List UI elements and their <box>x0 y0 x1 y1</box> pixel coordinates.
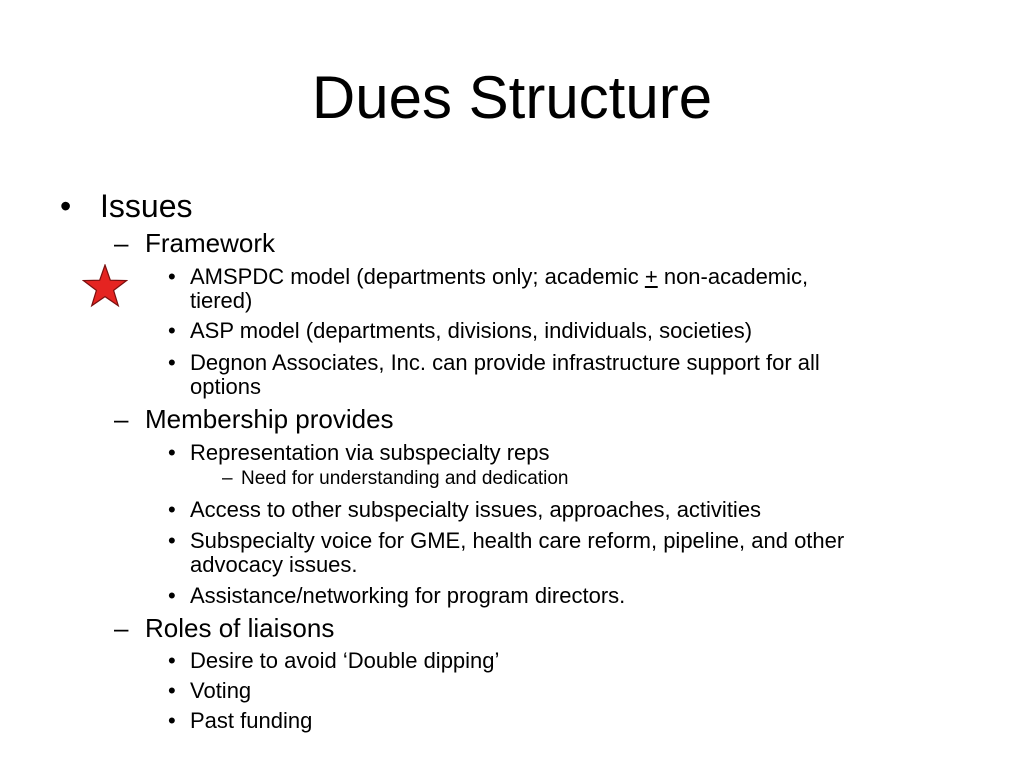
bullet-dot-icon: • <box>60 188 72 224</box>
bullet-dot-icon: • <box>168 528 176 553</box>
issues-heading: Issues <box>100 188 193 224</box>
roles-heading: Roles of liaisons <box>145 613 335 643</box>
bullet-dot-icon: • <box>168 440 176 465</box>
framework-heading: Framework <box>145 228 276 258</box>
voting-item: Voting <box>190 678 252 703</box>
bullet-dot-icon: • <box>168 648 176 673</box>
bullet-dot-icon: • <box>168 678 176 703</box>
degnon-item: Degnon Associates, Inc. can provide infrastructure support for all <box>190 350 820 375</box>
degnon-item-cont: options <box>190 374 261 399</box>
representation-item: Representation via subspecialty reps <box>190 440 550 465</box>
slide-title: Dues Structure <box>311 64 713 131</box>
bullet-dash-icon: – <box>114 404 129 434</box>
access-item: Access to other subspecialty issues, approaches, activities <box>190 497 762 522</box>
bullet-dot-icon: • <box>168 583 176 608</box>
bullet-dash-icon: – <box>222 468 233 489</box>
bullet-dash-icon: – <box>114 228 129 258</box>
bullet-dot-icon: • <box>168 318 176 343</box>
past-funding-item: Past funding <box>190 708 313 733</box>
bullet-dot-icon: • <box>168 264 176 289</box>
assistance-item: Assistance/networking for program directors. <box>190 583 626 608</box>
bullet-dash-icon: – <box>114 613 129 643</box>
red-star-icon <box>82 264 128 308</box>
amspdc-model-item: AMSPDC model (departments only; academic + non-academic, <box>190 264 809 289</box>
amspdc-model-item-cont: tiered) <box>190 288 253 313</box>
bullet-dot-icon: • <box>168 350 176 375</box>
membership-heading: Membership provides <box>145 404 394 434</box>
voice-item: Subspecialty voice for GME, health care reform, pipeline, and other <box>190 528 845 553</box>
asp-model-item: ASP model (departments, divisions, individuals, societies) <box>190 318 753 343</box>
voice-item-cont: advocacy issues. <box>190 552 358 577</box>
double-dipping-item: Desire to avoid ‘Double dipping’ <box>190 648 500 673</box>
bullet-dot-icon: • <box>168 497 176 522</box>
bullet-dot-icon: • <box>168 708 176 733</box>
need-item: Need for understanding and dedication <box>241 468 569 489</box>
